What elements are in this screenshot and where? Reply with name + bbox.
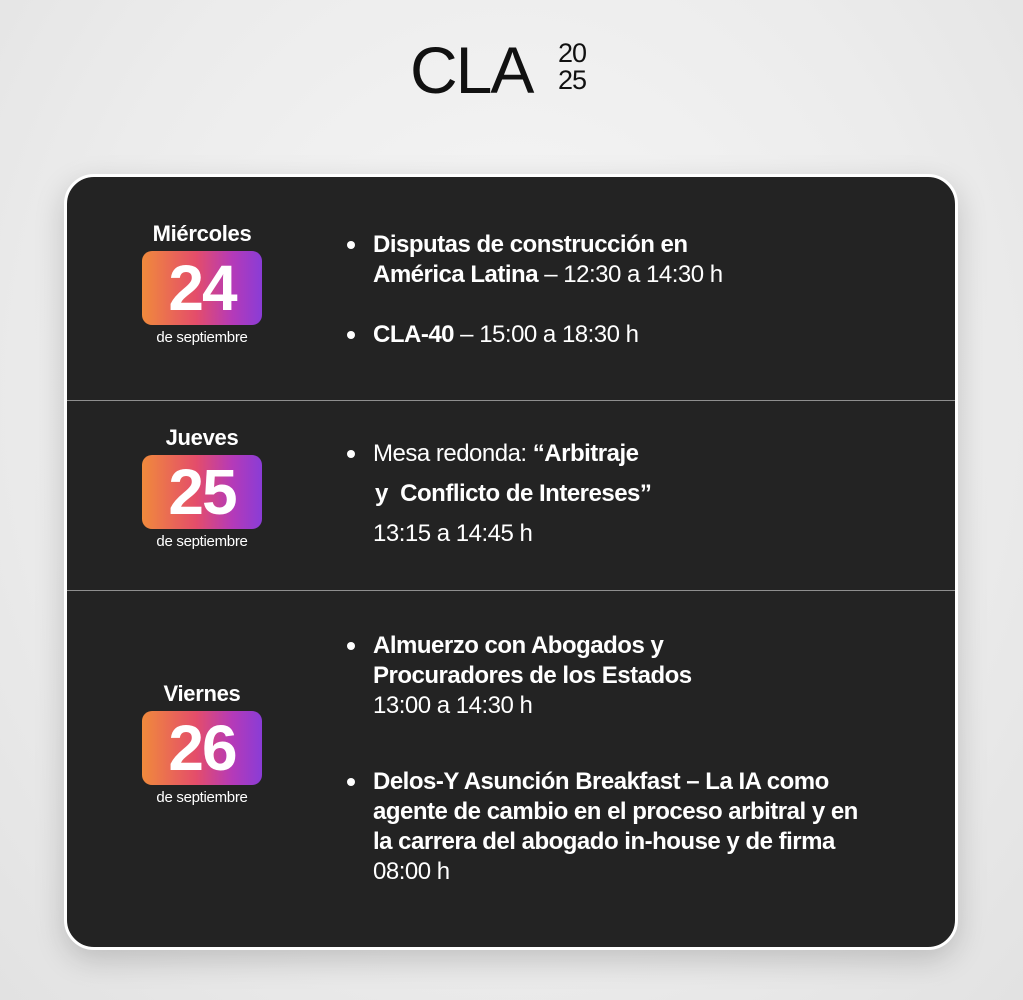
event-title: la carrera del abogado in-house y de firma [373, 828, 835, 855]
date-badge [142, 251, 262, 325]
month-label: de septiembre [156, 789, 248, 806]
logo-year [558, 40, 608, 94]
date-number: 26 [168, 712, 236, 784]
month-label: de septiembre [156, 533, 248, 550]
event-item [345, 320, 925, 350]
event-item [345, 631, 925, 721]
event-title: agente de cambio en el proceso arbitral y en [373, 798, 858, 825]
event-title: Procuradores de los Estados [373, 662, 692, 689]
weekday-label: Miércoles [152, 221, 252, 246]
month-label: de septiembre [156, 329, 248, 346]
date-block [140, 681, 264, 807]
event-list [345, 631, 925, 887]
event-title: Disputas de construcción en [373, 231, 688, 258]
event-title: Almuerzo con Abogados y [373, 632, 664, 659]
logo-text: CLA [410, 33, 533, 107]
event-title: y Conflicto de Intereses” [375, 480, 652, 507]
cla-2025-logo [410, 33, 610, 107]
day-section-wednesday [67, 177, 955, 401]
date-number: 24 [168, 252, 236, 324]
event-time: 13:00 a 14:30 h [373, 692, 533, 719]
event-list [345, 230, 925, 350]
event-item [345, 230, 925, 290]
date-badge [142, 711, 262, 785]
event-time: 13:15 a 14:45 h [373, 520, 533, 547]
day-section-friday [67, 591, 955, 950]
date-badge [142, 455, 262, 529]
event-item [345, 767, 925, 887]
date-number: 25 [168, 456, 236, 528]
event-list [345, 439, 925, 549]
date-block [140, 425, 264, 551]
weekday-label: Viernes [163, 681, 241, 706]
day-section-thursday [67, 401, 955, 591]
event-prefix: Mesa redonda: [373, 440, 533, 467]
event-item [345, 439, 925, 549]
event-time: – 15:00 a 18:30 h [454, 321, 639, 348]
event-time: 08:00 h [373, 858, 450, 885]
weekday-label: Jueves [165, 425, 239, 450]
event-time: – 12:30 a 14:30 h [538, 261, 723, 288]
schedule-card [64, 174, 958, 950]
event-title: “Arbitraje [532, 440, 639, 467]
date-block [140, 221, 264, 347]
logo-year-top: 20 [558, 38, 587, 68]
logo-year-bottom: 25 [558, 65, 587, 95]
event-title: América Latina [373, 261, 539, 288]
event-title: Delos-Y Asunción Breakfast – La IA como [373, 768, 829, 795]
event-title: CLA-40 [373, 321, 455, 348]
